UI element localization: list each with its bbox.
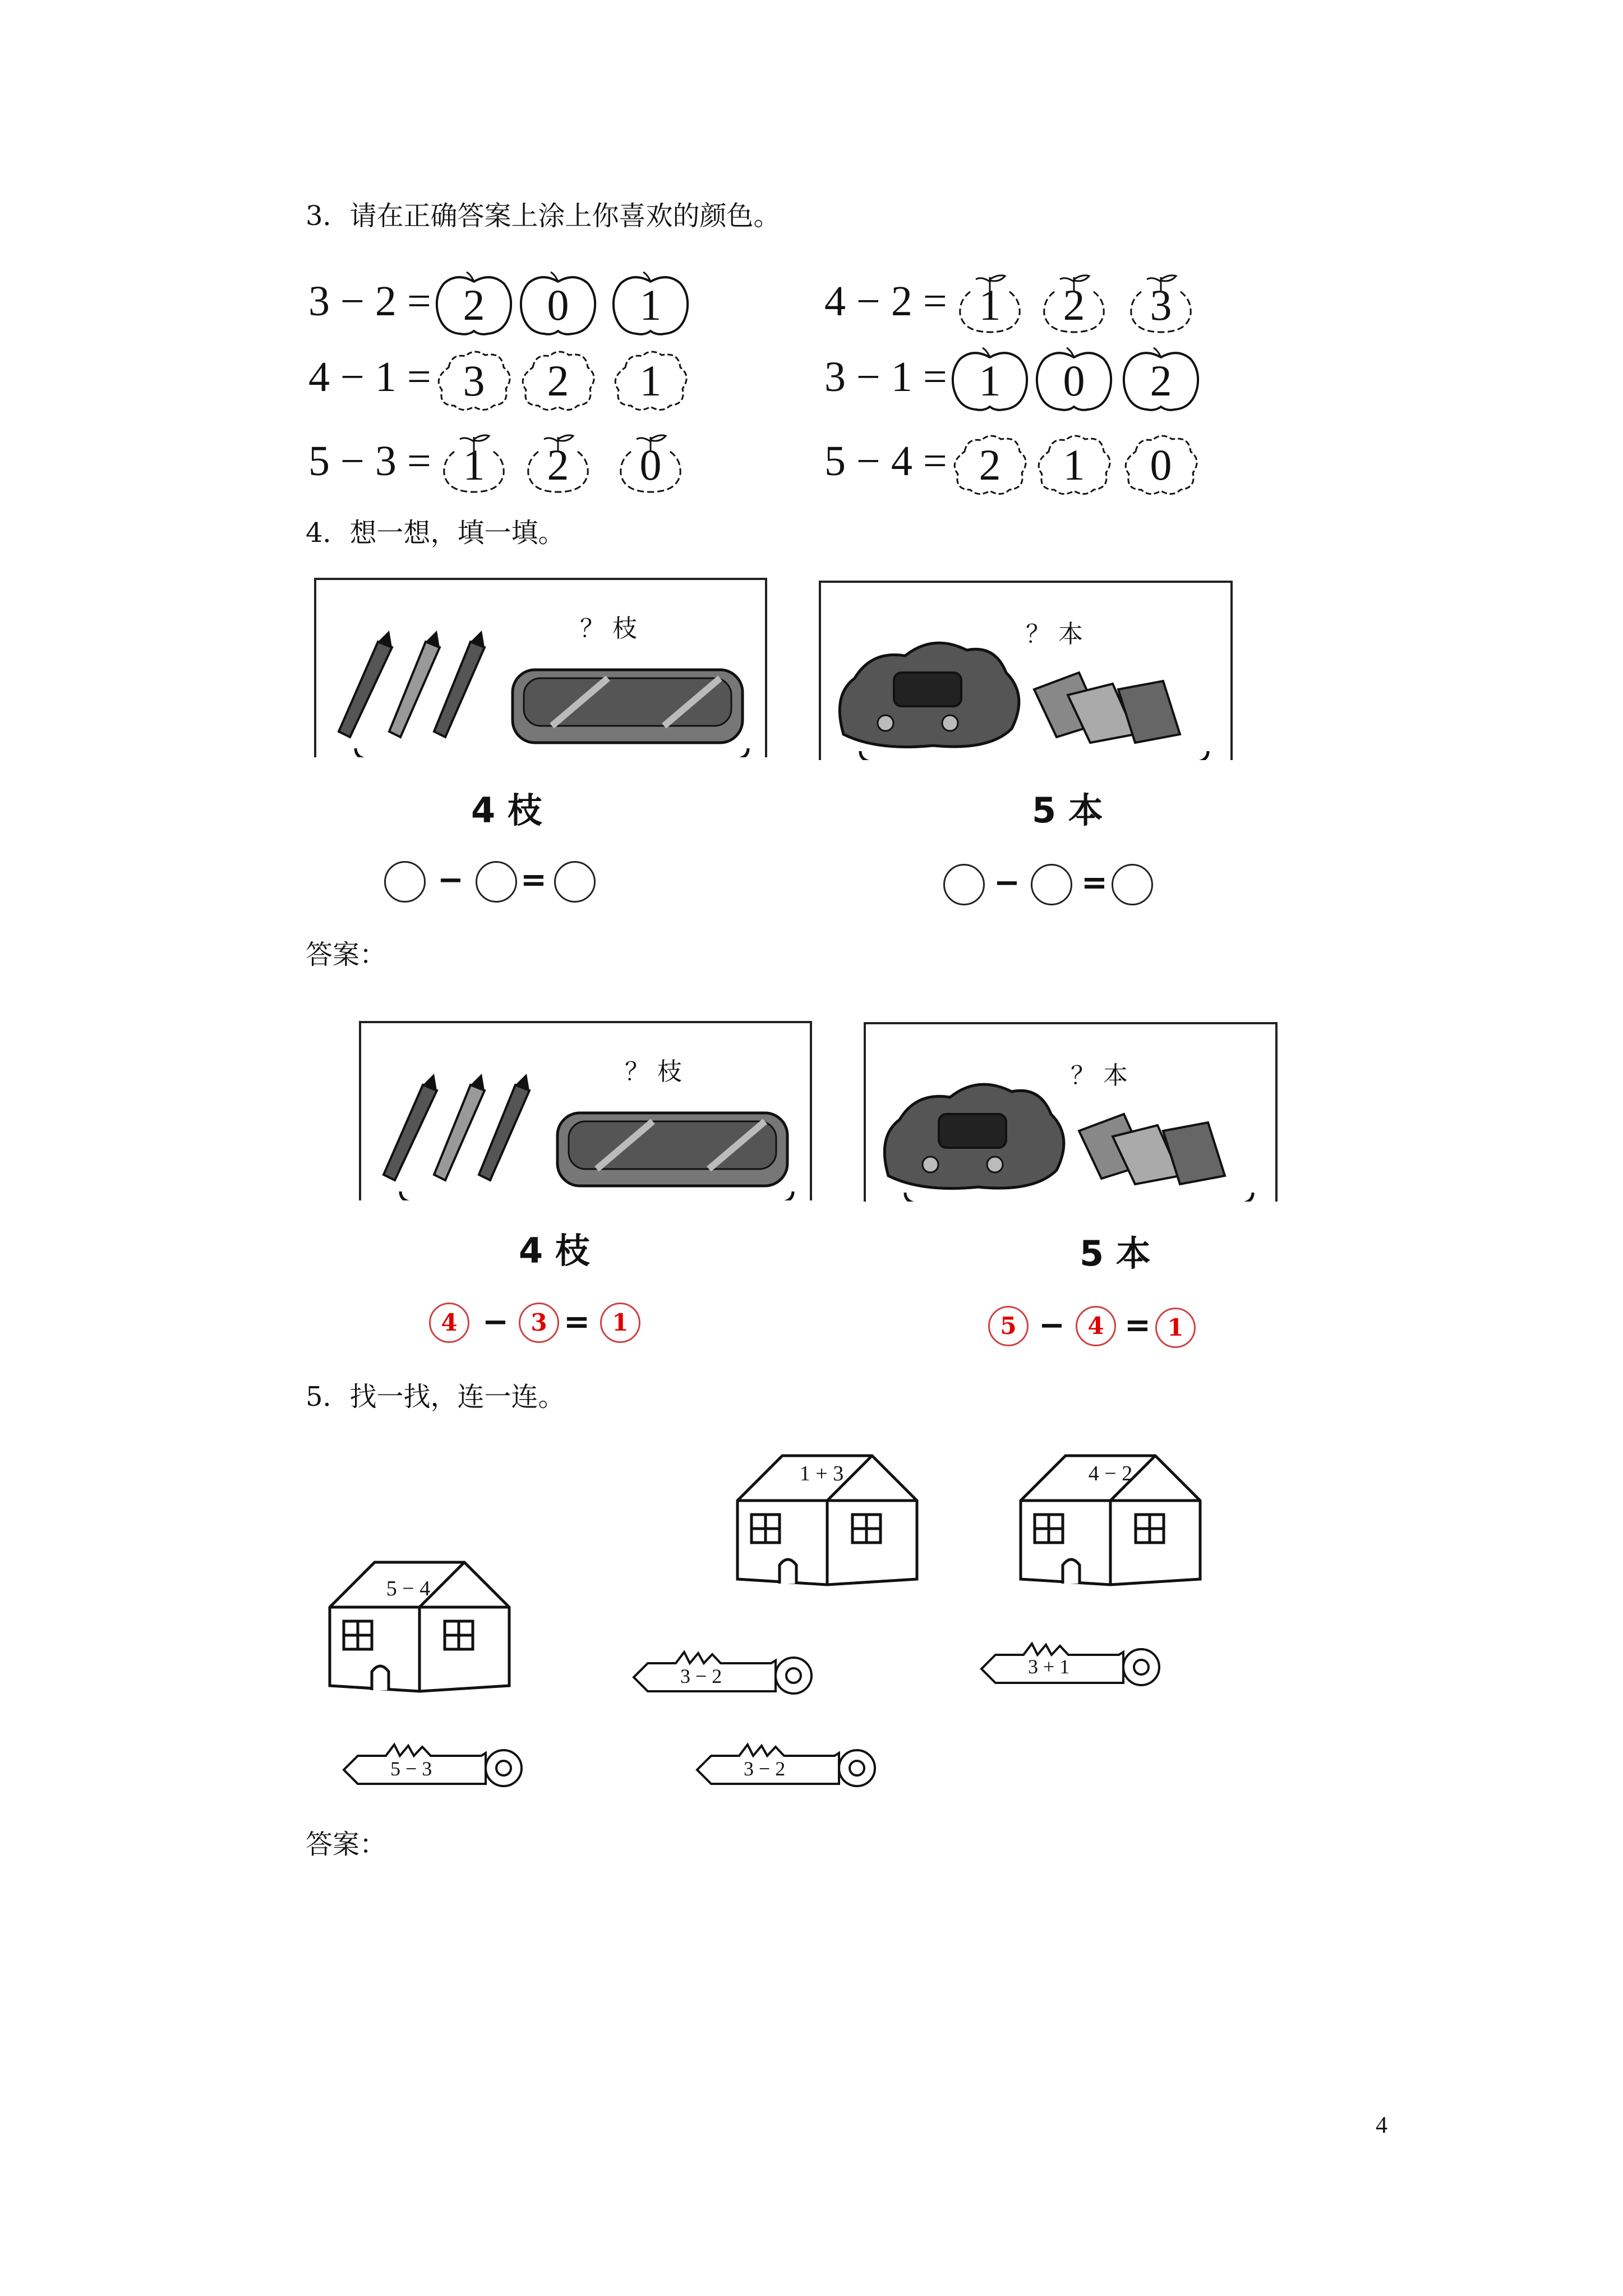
pencil-panel <box>314 578 767 757</box>
option-number: 3 <box>463 356 485 405</box>
q5-title: 5．找一找，连一连。 <box>306 1381 565 1412</box>
answer-circle-4: 5 <box>988 1306 1029 1346</box>
answer-label-2: 答案： <box>306 1829 387 1860</box>
answer-books-illustration <box>866 1024 1275 1202</box>
answer-circle-5: 4 <box>1076 1306 1116 1346</box>
answer-book-panel <box>864 1022 1278 1202</box>
option-number: 1 <box>639 280 662 329</box>
pencil-total: 4 枝 <box>471 790 542 831</box>
answer-equals-1: = <box>564 1304 590 1340</box>
key-1[interactable] <box>631 1646 833 1699</box>
q3-expression: 4 − 2 = <box>824 278 947 325</box>
pencils-and-case-illustration <box>316 580 765 757</box>
answer-option-apple[interactable] <box>432 269 516 337</box>
house-1-label: 1 + 3 <box>799 1462 844 1485</box>
answer-option-apple[interactable] <box>948 345 1032 412</box>
option-number: 1 <box>979 280 1001 329</box>
answer-option-apple[interactable] <box>1119 345 1203 412</box>
answer-book-total: 5 本 <box>1080 1233 1151 1274</box>
option-number: 2 <box>979 440 1001 489</box>
answer-minus-1: − <box>482 1304 509 1340</box>
key-2[interactable] <box>979 1638 1181 1691</box>
option-number: 2 <box>547 440 569 489</box>
answer-option-cloud[interactable] <box>1119 429 1203 496</box>
option-number: 2 <box>463 280 485 329</box>
house-2[interactable] <box>1015 1450 1228 1593</box>
option-number: 0 <box>1063 356 1085 405</box>
answer-minus-2: − <box>1039 1307 1065 1343</box>
answer-pencil-panel <box>359 1021 812 1200</box>
key-4[interactable] <box>694 1739 896 1792</box>
answer-option-sprout[interactable] <box>1119 269 1203 337</box>
blank-circle-5[interactable] <box>1031 864 1072 905</box>
blank-circle-6[interactable] <box>1112 864 1153 905</box>
answer-option-sprout[interactable] <box>608 429 693 496</box>
answer-label-1: 答案： <box>306 939 387 970</box>
minus-sign-2: − <box>994 864 1020 901</box>
option-number: 0 <box>547 280 569 329</box>
answer-option-cloud[interactable] <box>516 345 600 412</box>
book-panel <box>819 581 1233 760</box>
option-number: 1 <box>979 356 1001 405</box>
option-number: 0 <box>1150 440 1172 489</box>
blank-circle-2[interactable] <box>476 861 517 903</box>
pencil-question-label: ？ 枝 <box>580 614 637 643</box>
key-icon <box>979 1638 1181 1688</box>
page-number: 4 <box>1376 2113 1387 2138</box>
q3-expression: 5 − 3 = <box>308 438 431 485</box>
answer-circle-6: 1 <box>1155 1308 1196 1348</box>
option-number: 1 <box>463 440 485 489</box>
answer-pencil-question: ？ 枝 <box>625 1057 682 1086</box>
answer-equals-2: = <box>1124 1307 1151 1343</box>
option-number: 2 <box>1063 280 1085 329</box>
answer-option-cloud[interactable] <box>1032 429 1116 496</box>
option-number: 1 <box>1063 440 1085 489</box>
key-1-label: 3 − 2 <box>680 1665 722 1687</box>
equals-sign: = <box>520 862 547 898</box>
q4-title: 4．想一想，填一填。 <box>306 517 565 549</box>
key-2-label: 3 + 1 <box>1028 1655 1070 1678</box>
q3-expression: 4 − 1 = <box>308 353 431 401</box>
key-icon <box>341 1739 543 1789</box>
answer-circle-2: 3 <box>519 1303 559 1343</box>
option-number: 2 <box>547 356 569 405</box>
answer-pencils-illustration <box>361 1023 810 1200</box>
option-number: 3 <box>1150 280 1172 329</box>
answer-option-apple[interactable] <box>516 269 600 337</box>
equals-sign-2: = <box>1081 864 1108 901</box>
answer-option-sprout[interactable] <box>1032 269 1116 337</box>
blank-circle-3[interactable] <box>554 861 596 903</box>
key-3[interactable] <box>341 1739 543 1792</box>
book-question-label: ？ 本 <box>1026 620 1083 648</box>
answer-option-cloud[interactable] <box>948 429 1032 496</box>
answer-option-sprout[interactable] <box>432 429 516 496</box>
key-4-label: 3 − 2 <box>744 1757 786 1780</box>
answer-option-cloud[interactable] <box>432 345 516 412</box>
answer-option-apple[interactable] <box>608 269 693 337</box>
answer-option-apple[interactable] <box>1032 345 1116 412</box>
q3-expression: 5 − 4 = <box>824 438 947 485</box>
house-2-label: 4 − 2 <box>1088 1462 1133 1485</box>
answer-circle-1: 4 <box>429 1303 469 1343</box>
key-icon <box>694 1739 896 1789</box>
answer-pencil-total: 4 枝 <box>519 1230 590 1271</box>
answer-option-sprout[interactable] <box>948 269 1032 337</box>
key-icon <box>631 1646 833 1697</box>
option-number: 2 <box>1150 356 1172 405</box>
bag-and-books-illustration <box>821 583 1230 760</box>
house-3-label: 5 − 4 <box>386 1577 431 1600</box>
answer-book-question: ？ 本 <box>1071 1061 1128 1090</box>
option-number: 1 <box>639 356 662 405</box>
house-3[interactable] <box>324 1557 537 1699</box>
house-1[interactable] <box>732 1450 945 1593</box>
blank-circle-1[interactable] <box>384 861 426 903</box>
key-3-label: 5 − 3 <box>390 1757 432 1780</box>
book-total: 5 本 <box>1032 790 1103 831</box>
answer-circle-3: 1 <box>600 1303 640 1343</box>
q3-title: 3．请在正确答案上涂上你喜欢的颜色。 <box>306 200 781 232</box>
q3-expression: 3 − 1 = <box>824 353 947 401</box>
answer-option-sprout[interactable] <box>516 429 600 496</box>
q3-expression: 3 − 2 = <box>308 278 431 325</box>
blank-circle-4[interactable] <box>943 864 985 905</box>
minus-sign: − <box>437 862 464 898</box>
option-number: 0 <box>639 440 662 489</box>
answer-option-cloud[interactable] <box>608 345 693 412</box>
